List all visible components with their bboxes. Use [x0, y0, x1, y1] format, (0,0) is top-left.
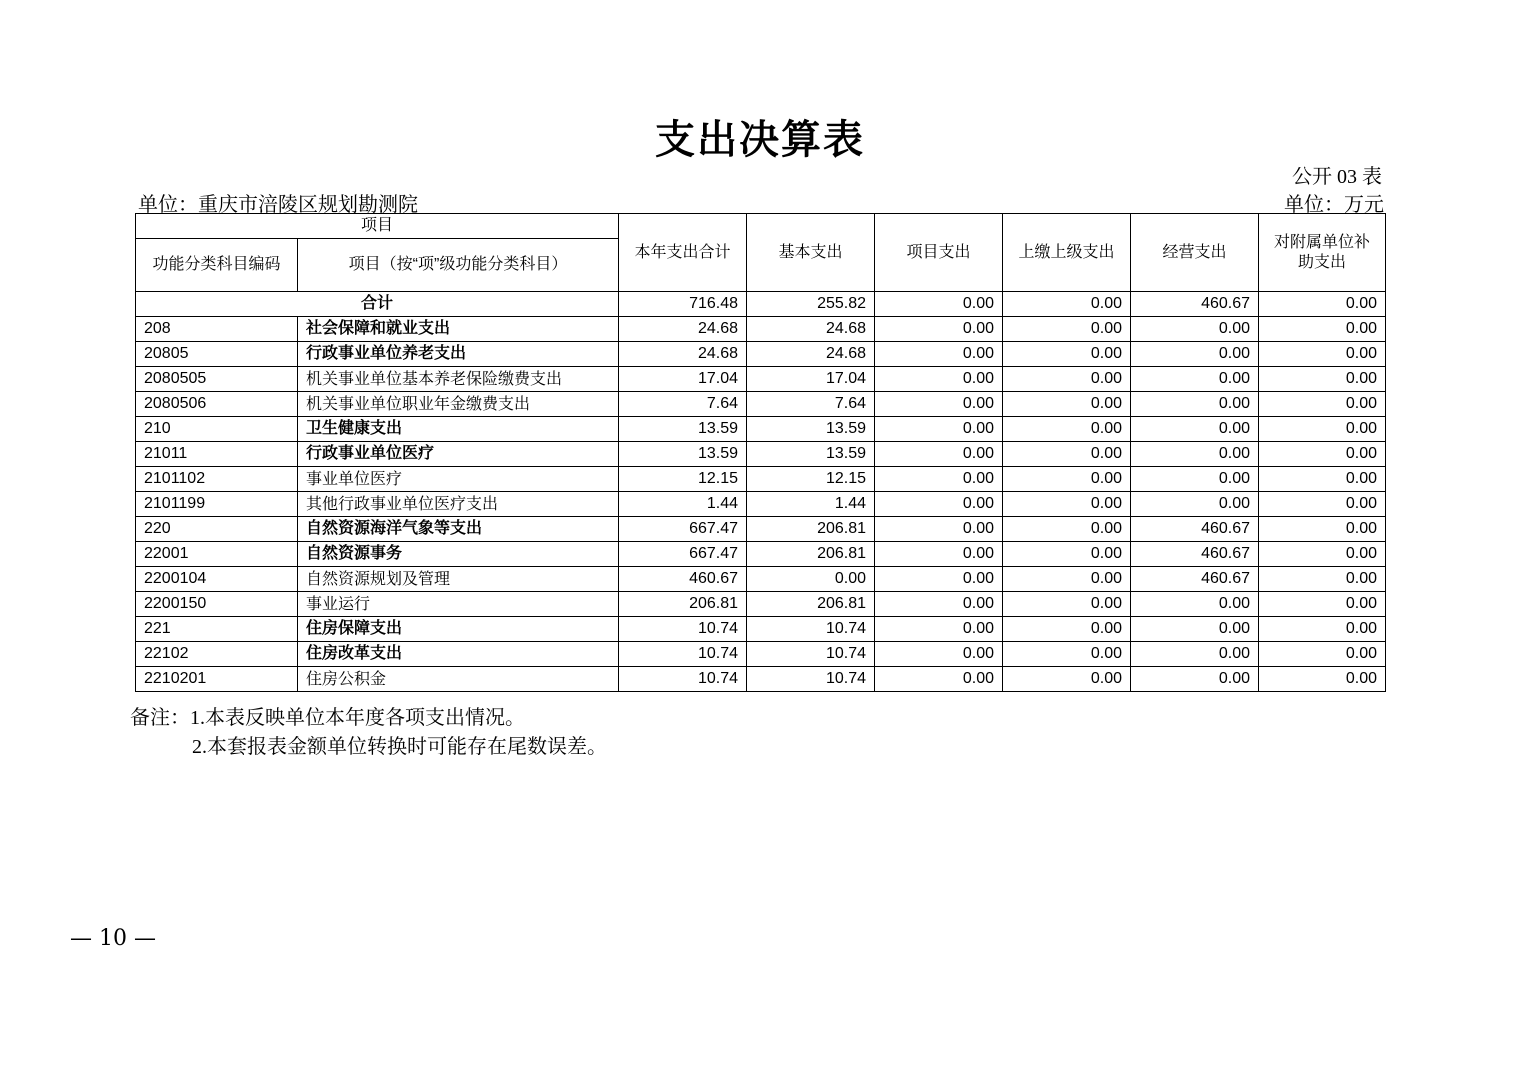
row-value: 0.00 [1131, 467, 1259, 492]
row-value: 0.00 [1003, 417, 1131, 442]
row-name: 自然资源事务 [298, 542, 619, 567]
table-row [136, 342, 1386, 367]
row-name: 机关事业单位职业年金缴费支出 [298, 392, 619, 417]
total-value: 255.82 [747, 292, 875, 317]
row-value: 0.00 [875, 342, 1003, 367]
row-value: 7.64 [747, 392, 875, 417]
row-value: 0.00 [1259, 467, 1386, 492]
row-code: 210 [136, 417, 298, 442]
row-value: 0.00 [875, 467, 1003, 492]
reporting-unit: 单位：重庆市涪陵区规划勘测院 [138, 194, 418, 216]
row-name: 住房保障支出 [298, 617, 619, 642]
row-name: 其他行政事业单位医疗支出 [298, 492, 619, 517]
row-value: 0.00 [1259, 492, 1386, 517]
total-value: 0.00 [1003, 292, 1131, 317]
row-value: 10.74 [747, 667, 875, 692]
row-value: 206.81 [619, 592, 747, 617]
row-code: 22001 [136, 542, 298, 567]
total-value: 716.48 [619, 292, 747, 317]
row-value: 10.74 [619, 617, 747, 642]
table-row [136, 392, 1386, 417]
row-value: 0.00 [1003, 567, 1131, 592]
row-value: 0.00 [875, 317, 1003, 342]
table-row [136, 517, 1386, 542]
row-value: 0.00 [1003, 542, 1131, 567]
table-row [136, 592, 1386, 617]
row-value: 0.00 [1003, 367, 1131, 392]
row-value: 0.00 [1003, 342, 1131, 367]
row-code: 22102 [136, 642, 298, 667]
total-value: 460.67 [1131, 292, 1259, 317]
header-subsidy: 对附属单位补助支出 [1259, 214, 1386, 292]
row-name: 自然资源海洋气象等支出 [298, 517, 619, 542]
row-value: 0.00 [875, 642, 1003, 667]
row-value: 0.00 [1259, 617, 1386, 642]
table-row [136, 417, 1386, 442]
row-value: 17.04 [747, 367, 875, 392]
row-value: 667.47 [619, 517, 747, 542]
row-value: 206.81 [747, 542, 875, 567]
row-value: 13.59 [619, 417, 747, 442]
row-code: 2200150 [136, 592, 298, 617]
row-value: 24.68 [619, 317, 747, 342]
row-value: 10.74 [747, 617, 875, 642]
row-value: 0.00 [875, 417, 1003, 442]
row-code: 208 [136, 317, 298, 342]
note-line-2: 2.本套报表金额单位转换时可能存在尾数误差。 [192, 736, 607, 758]
header-project: 项目支出 [875, 214, 1003, 292]
row-value: 0.00 [1259, 342, 1386, 367]
row-value: 0.00 [1131, 617, 1259, 642]
row-value: 0.00 [875, 567, 1003, 592]
row-value: 12.15 [747, 467, 875, 492]
row-value: 0.00 [1131, 367, 1259, 392]
row-value: 7.64 [619, 392, 747, 417]
row-value: 0.00 [1131, 442, 1259, 467]
row-value: 0.00 [875, 442, 1003, 467]
row-value: 0.00 [747, 567, 875, 592]
row-name: 机关事业单位基本养老保险缴费支出 [298, 367, 619, 392]
row-name: 卫生健康支出 [298, 417, 619, 442]
row-code: 2080505 [136, 367, 298, 392]
expenditure-table [135, 213, 1386, 692]
currency-unit: 单位：万元 [1284, 194, 1384, 216]
row-value: 10.74 [747, 642, 875, 667]
table-row [136, 492, 1386, 517]
row-value: 0.00 [1131, 392, 1259, 417]
row-value: 460.67 [1131, 517, 1259, 542]
row-value: 0.00 [1259, 317, 1386, 342]
row-value: 24.68 [619, 342, 747, 367]
table-row [136, 317, 1386, 342]
table-row [136, 367, 1386, 392]
row-value: 24.68 [747, 317, 875, 342]
row-code: 2080506 [136, 392, 298, 417]
total-value: 0.00 [1259, 292, 1386, 317]
total-row [136, 292, 1386, 317]
table-row [136, 542, 1386, 567]
row-value: 1.44 [619, 492, 747, 517]
row-value: 0.00 [1259, 367, 1386, 392]
row-value: 24.68 [747, 342, 875, 367]
row-value: 0.00 [1003, 517, 1131, 542]
row-value: 0.00 [1003, 392, 1131, 417]
row-value: 0.00 [1003, 667, 1131, 692]
row-name: 自然资源规划及管理 [298, 567, 619, 592]
header-item: 项目 [136, 214, 619, 239]
row-value: 0.00 [1259, 442, 1386, 467]
row-name: 社会保障和就业支出 [298, 317, 619, 342]
table-row [136, 667, 1386, 692]
table-row [136, 642, 1386, 667]
header-name: 项目（按“项”级功能分类科目） [298, 239, 619, 292]
row-code: 221 [136, 617, 298, 642]
row-value: 0.00 [1131, 417, 1259, 442]
row-value: 0.00 [1131, 492, 1259, 517]
row-name: 行政事业单位养老支出 [298, 342, 619, 367]
row-code: 2101102 [136, 467, 298, 492]
header-code: 功能分类科目编码 [136, 239, 298, 292]
row-value: 0.00 [875, 392, 1003, 417]
table-row [136, 617, 1386, 642]
row-name: 事业运行 [298, 592, 619, 617]
row-value: 0.00 [1003, 467, 1131, 492]
row-value: 0.00 [1003, 442, 1131, 467]
row-value: 667.47 [619, 542, 747, 567]
row-code: 2210201 [136, 667, 298, 692]
row-value: 0.00 [1259, 592, 1386, 617]
table-row [136, 467, 1386, 492]
row-value: 0.00 [1259, 667, 1386, 692]
row-value: 0.00 [1131, 342, 1259, 367]
row-value: 0.00 [1131, 667, 1259, 692]
row-value: 0.00 [875, 367, 1003, 392]
row-code: 21011 [136, 442, 298, 467]
row-value: 0.00 [1003, 642, 1131, 667]
header-operation: 经营支出 [1131, 214, 1259, 292]
row-name: 住房改革支出 [298, 642, 619, 667]
row-value: 0.00 [1003, 317, 1131, 342]
row-value: 17.04 [619, 367, 747, 392]
page-number: — 10 — [70, 926, 156, 951]
row-value: 206.81 [747, 517, 875, 542]
row-value: 0.00 [875, 542, 1003, 567]
row-value: 0.00 [875, 617, 1003, 642]
row-value: 1.44 [747, 492, 875, 517]
header-basic: 基本支出 [747, 214, 875, 292]
row-value: 0.00 [1003, 492, 1131, 517]
row-value: 0.00 [875, 492, 1003, 517]
row-value: 0.00 [1259, 392, 1386, 417]
notes [130, 704, 607, 762]
row-value: 460.67 [1131, 542, 1259, 567]
row-value: 0.00 [1003, 592, 1131, 617]
row-value: 0.00 [875, 592, 1003, 617]
note-line-1: 备注：1.本表反映单位本年度各项支出情况。 [130, 707, 525, 729]
row-value: 460.67 [619, 567, 747, 592]
row-name: 行政事业单位医疗 [298, 442, 619, 467]
form-number: 公开 03 表 [1292, 166, 1382, 188]
row-code: 20805 [136, 342, 298, 367]
row-code: 2200104 [136, 567, 298, 592]
row-value: 13.59 [619, 442, 747, 467]
row-value: 0.00 [1131, 317, 1259, 342]
row-value: 0.00 [875, 667, 1003, 692]
header-upper: 上缴上级支出 [1003, 214, 1131, 292]
row-name: 住房公积金 [298, 667, 619, 692]
row-value: 206.81 [747, 592, 875, 617]
row-value: 0.00 [875, 517, 1003, 542]
table-row [136, 567, 1386, 592]
row-value: 12.15 [619, 467, 747, 492]
row-value: 0.00 [1259, 417, 1386, 442]
total-value: 0.00 [875, 292, 1003, 317]
total-label: 合计 [136, 292, 619, 317]
row-value: 13.59 [747, 417, 875, 442]
row-value: 0.00 [1259, 642, 1386, 667]
row-code: 2101199 [136, 492, 298, 517]
header-total: 本年支出合计 [619, 214, 747, 292]
row-value: 13.59 [747, 442, 875, 467]
row-value: 0.00 [1131, 642, 1259, 667]
page-title: 支出决算表 [655, 116, 865, 163]
row-code: 220 [136, 517, 298, 542]
row-value: 10.74 [619, 667, 747, 692]
row-value: 0.00 [1259, 542, 1386, 567]
row-value: 0.00 [1259, 567, 1386, 592]
row-value: 460.67 [1131, 567, 1259, 592]
table-row [136, 442, 1386, 467]
row-value: 0.00 [1259, 517, 1386, 542]
row-value: 0.00 [1003, 617, 1131, 642]
row-name: 事业单位医疗 [298, 467, 619, 492]
row-value: 10.74 [619, 642, 747, 667]
row-value: 0.00 [1131, 592, 1259, 617]
